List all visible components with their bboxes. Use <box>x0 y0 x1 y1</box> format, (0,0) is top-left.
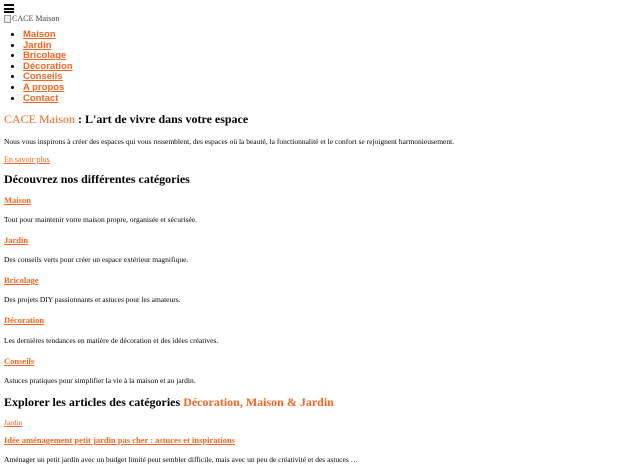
site-logo[interactable] <box>4 14 59 23</box>
nav-link-a-propos[interactable]: A propos <box>23 81 65 93</box>
nav-link-maison[interactable]: Maison <box>23 29 56 40</box>
category-link-bricolage[interactable]: Bricolage <box>4 275 39 285</box>
hero-text: Nous vous inspirons à créer des espaces qui vous ressemblent, des espaces où la beauté, la fonctionnalité et le confort se rejoignent harmonieusement. <box>4 137 455 146</box>
explore-title-highlight: Décoration, Maison & Jardin <box>183 395 334 409</box>
category-desc-jardin: Des conseils verts pour créer un espace extérieur magnifique. <box>4 255 189 264</box>
learn-more-link[interactable]: En savoir plus <box>4 155 50 164</box>
hero-brand: CACE Maison <box>4 112 76 126</box>
article-title-link[interactable]: Idée aménagement petit jardin pas cher : astuces et inspirations <box>4 435 235 445</box>
nav-link-conseils[interactable]: Conseils <box>23 71 63 83</box>
category-link-decoration[interactable]: Décoration <box>4 315 45 325</box>
category-link-conseils[interactable]: Conseils <box>4 356 35 366</box>
hamburger-icon[interactable] <box>4 4 14 13</box>
category-desc-maison: Tout pour maintenir votre maison propre, organisée et sécurisée. <box>4 215 198 224</box>
nav-link-bricolage[interactable]: Bricolage <box>23 50 67 62</box>
main-navigation <box>4 30 73 104</box>
logo-alt-text: CACE Maison <box>12 14 60 23</box>
article-category-tag[interactable]: Jardin <box>4 418 23 427</box>
nav-item-contact <box>23 94 73 105</box>
hero-title <box>4 112 248 127</box>
nav-link-contact[interactable]: Contact <box>23 92 59 104</box>
nav-link-decoration[interactable]: Décoration <box>23 60 73 72</box>
categories-title: Découvrez nos différentes catégories <box>4 172 190 186</box>
category-desc-decoration: Les dernières tendances en matière de décoration et des idées créatives. <box>4 336 219 345</box>
category-desc-bricolage: Des projets DIY passionnants et astuces pour les amateurs. <box>4 295 181 304</box>
broken-image-icon <box>4 15 11 23</box>
explore-title-prefix: Explorer les articles des catégories <box>4 395 184 409</box>
category-link-maison[interactable]: Maison <box>4 195 31 205</box>
nav-link-jardin[interactable]: Jardin <box>23 39 52 51</box>
hero-title-rest: : L'art de vivre dans votre espace <box>75 112 249 126</box>
category-link-jardin[interactable]: Jardin <box>4 235 29 245</box>
explore-title <box>4 395 334 410</box>
category-desc-conseils: Astuces pratiques pour simplifier la vie à la maison et au jardin. <box>4 376 196 385</box>
article-excerpt: Aménager un petit jardin avec un budget limité peut sembler difficile, mais avec un peu de créativité et des astuces … <box>4 455 359 464</box>
